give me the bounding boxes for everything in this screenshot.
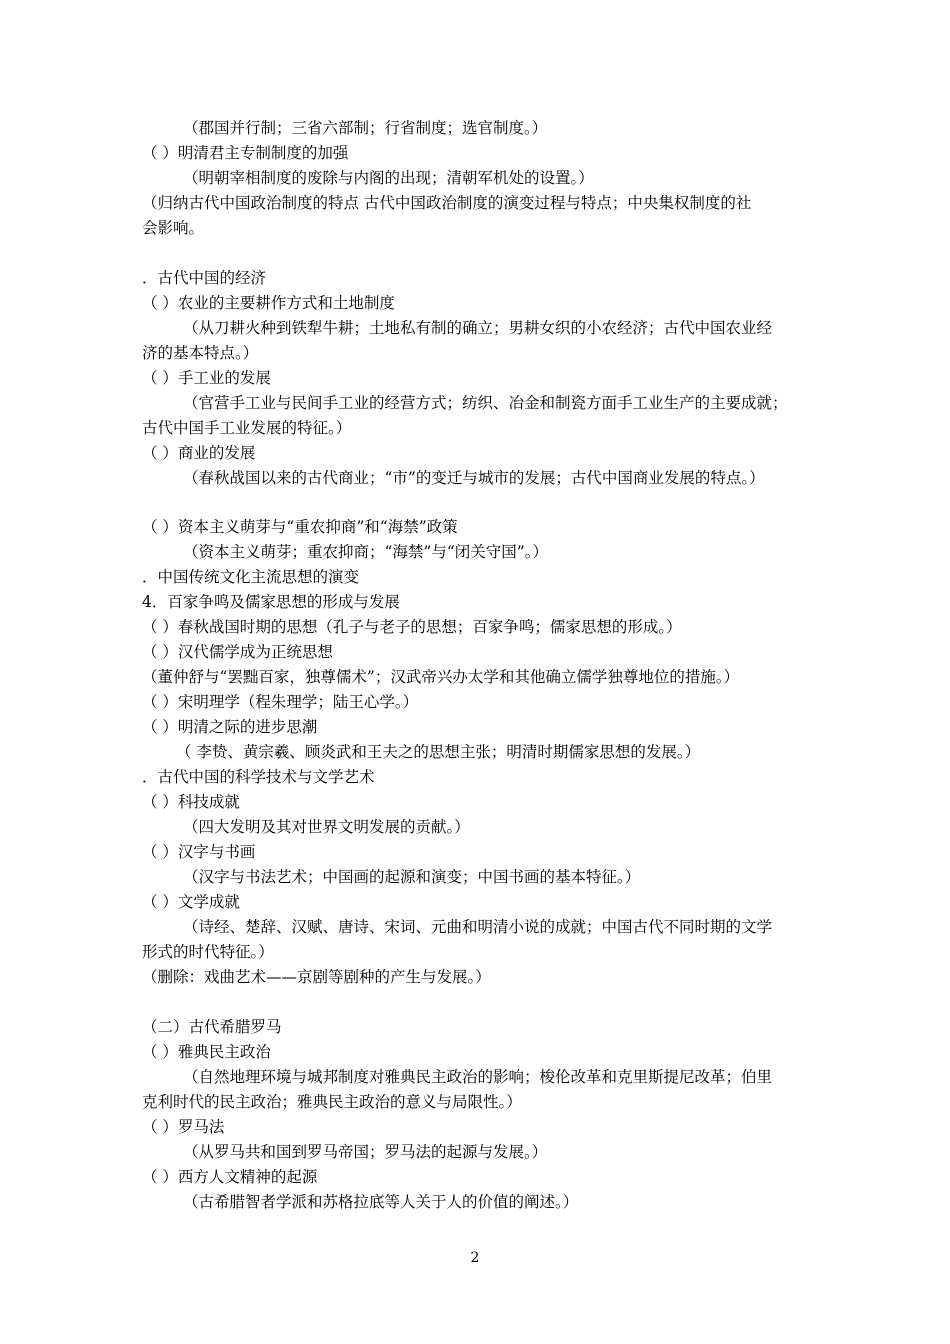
text-line: 古代中国手工业发展的特征。）: [142, 419, 352, 437]
text-line: （官营手工业与民间手工业的经营方式；纺织、冶金和制瓷方面手工业生产的主要成就；: [183, 394, 788, 412]
section-heading: （ ）资本主义萌芽与“重农抑商”和“海禁”政策: [142, 518, 458, 536]
section-heading: （ ）明清之际的进步思潮: [142, 718, 318, 736]
text-line: （从刀耕火种到铁犁牛耕；土地私有制的确立；男耕女织的小农经济；古代中国农业经: [183, 319, 773, 337]
text-line: （汉字与书法艺术；中国画的起源和演变；中国书画的基本特征。）: [183, 868, 641, 886]
section-heading: （ ）汉代儒学成为正统思想: [142, 643, 333, 661]
text-line: （郡国并行制；三省六部制；行省制度；选官制度。）: [183, 119, 548, 137]
text-line: （ ）宋明理学（程朱理学；陆王心学。）: [142, 693, 419, 711]
text-line: 形式的时代特征。）: [142, 943, 274, 961]
page-number: 2: [470, 1250, 480, 1266]
section-heading: ．古代中国的经济: [142, 269, 267, 287]
section-heading: （ ）文学成就: [142, 893, 240, 911]
text-line: （删除：戏曲艺术——京剧等剧种的产生与发展。）: [142, 968, 491, 986]
text-line: （四大发明及其对世界文明发展的贡献。）: [183, 818, 470, 836]
text-line: （资本主义萌芽；重农抑商；“海禁”与“闭关守国”。）: [183, 543, 548, 561]
text-line: （诗经、楚辞、汉赋、唐诗、宋词、元曲和明清小说的成就；中国古代不同时期的文学: [183, 918, 773, 936]
section-heading: （ ）科技成就: [142, 793, 240, 811]
section-heading: （ ）明清君主专制制度的加强: [142, 144, 349, 162]
section-heading: （ ）雅典民主政治: [142, 1043, 271, 1061]
text-line: （归纳古代中国政治制度的特点 古代中国政治制度的演变过程与特点；中央集权制度的社: [142, 194, 752, 212]
section-heading: 4．百家争鸣及儒家思想的形成与发展: [142, 593, 400, 611]
section-heading: （ ）西方人文精神的起源: [142, 1168, 318, 1186]
section-heading: （ ）商业的发展: [142, 444, 256, 462]
section-heading: （ ）农业的主要耕作方式和土地制度: [142, 294, 395, 312]
text-line: 济的基本特点。）: [142, 344, 259, 362]
text-line: （明朝宰相制度的废除与内阁的出现；清朝军机处的设置。）: [183, 169, 594, 187]
section-heading: （二）古代希腊罗马: [142, 1018, 282, 1036]
text-line: （ 李贽、黄宗羲、顾炎武和王夫之的思想主张；明清时期儒家思想的发展。）: [176, 743, 701, 761]
text-line: （从罗马共和国到罗马帝国；罗马法的起源与发展。）: [183, 1143, 548, 1161]
section-heading: ．古代中国的科学技术与文学艺术: [142, 768, 375, 786]
text-line: （董仲舒与“罢黜百家，独尊儒术”；汉武帝兴办太学和其他确立儒学独尊地位的措施。）: [142, 668, 740, 686]
text-line: 会影响。: [142, 219, 205, 237]
section-heading: （ ）汉字与书画: [142, 843, 256, 861]
text-line: （春秋战国以来的古代商业；“市”的变迁与城市的发展；古代中国商业发展的特点。）: [183, 469, 765, 487]
text-line: （自然地理环境与城邦制度对雅典民主政治的影响；梭伦改革和克里斯提尼改革；伯里: [183, 1068, 773, 1086]
section-heading: （ ）罗马法: [142, 1118, 225, 1136]
text-line: （ ）春秋战国时期的思想（孔子与老子的思想；百家争鸣；儒家思想的形成。）: [142, 618, 682, 636]
section-heading: （ ）手工业的发展: [142, 369, 271, 387]
text-line: （古希腊智者学派和苏格拉底等人关于人的价值的阐述。）: [183, 1193, 579, 1211]
section-heading: ．中国传统文化主流思想的演变: [142, 568, 360, 586]
text-line: 克利时代的民主政治；雅典民主政治的意义与局限性。）: [142, 1093, 522, 1111]
